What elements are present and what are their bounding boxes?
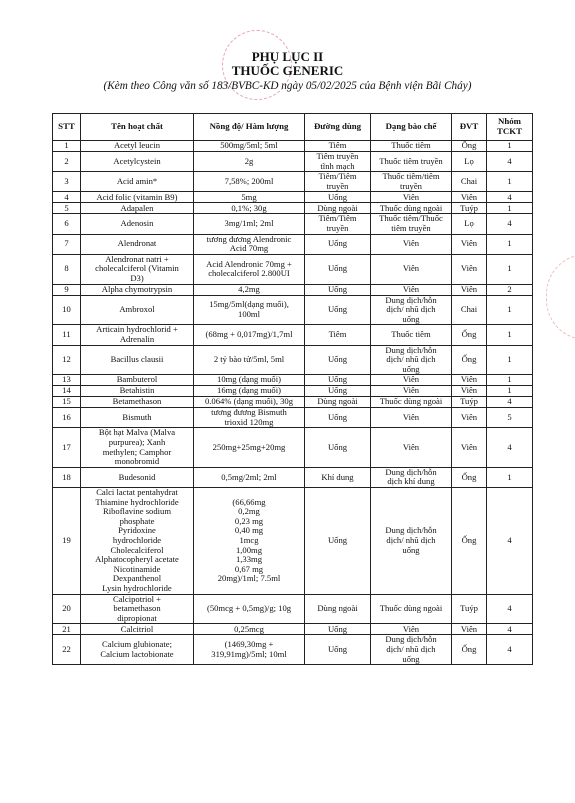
cell-unit: Viên — [452, 254, 487, 284]
column-header-unit: ĐVT — [452, 114, 487, 141]
cell-stt: 6 — [53, 214, 81, 234]
cell-group: 4 — [487, 152, 533, 172]
cell-group: 1 — [487, 141, 533, 152]
cell-route: Tiêm/Tiêm truyền — [305, 172, 371, 192]
cell-name: Bacillus clausii — [81, 345, 194, 375]
cell-group: 4 — [487, 635, 533, 665]
table-row — [53, 172, 533, 192]
cell-name: Acetylcystein — [81, 152, 194, 172]
cell-stt: 14 — [53, 386, 81, 397]
cell-form: Viên — [371, 234, 452, 254]
table-row — [53, 594, 533, 624]
table-row — [53, 345, 533, 375]
cell-name: Calcium glubionate; Calcium lactobionate — [81, 635, 194, 665]
cell-dose: 0.064% (dạng muối), 30g — [194, 397, 305, 408]
cell-group: 2 — [487, 284, 533, 295]
cell-route: Tiêm — [305, 325, 371, 345]
cell-form: Viên — [371, 375, 452, 386]
cell-unit: Viên — [452, 375, 487, 386]
cell-unit: Chai — [452, 295, 487, 325]
cell-group: 1 — [487, 386, 533, 397]
table-row — [53, 234, 533, 254]
cell-name: Betahistin — [81, 386, 194, 397]
cell-route: Uống — [305, 386, 371, 397]
cell-group: 1 — [487, 254, 533, 284]
cell-dose: tương đương Bismuth trioxid 120mg — [194, 408, 305, 428]
cell-dose: 500mg/5ml; 5ml — [194, 141, 305, 152]
cell-group: 4 — [487, 192, 533, 203]
cell-name: Betamethason — [81, 397, 194, 408]
table-row — [53, 467, 533, 487]
cell-stt: 5 — [53, 203, 81, 214]
cell-unit: Ống — [452, 325, 487, 345]
cell-stt: 22 — [53, 635, 81, 665]
cell-name: Acid folic (vitamin B9) — [81, 192, 194, 203]
cell-dose: 16mg (dạng muối) — [194, 386, 305, 397]
cell-stt: 19 — [53, 488, 81, 595]
cell-route: Tiêm — [305, 141, 371, 152]
cell-stt: 18 — [53, 467, 81, 487]
red-seal-stamp-edge — [546, 254, 575, 340]
cell-unit: Ống — [452, 141, 487, 152]
cell-name: Alendronat natri + cholecalciferol (Vitamin D3) — [81, 254, 194, 284]
table-row — [53, 408, 533, 428]
cell-dose: 0,25mcg — [194, 624, 305, 635]
cell-stt: 12 — [53, 345, 81, 375]
cell-route: Uống — [305, 345, 371, 375]
cell-unit: Viên — [452, 624, 487, 635]
cell-stt: 10 — [53, 295, 81, 325]
cell-unit: Ống — [452, 488, 487, 595]
cell-name: Calci lactat pentahydrat Thiamine hydrochloride Riboflavine sodium phosphate Pyridoxine hydrochloride Cholecalciferol Alphatocopheryl acetate Nicotinamide Dexpanthenol Lysin hydrochloride — [81, 488, 194, 595]
cell-dose: Acid Alendronic 70mg + cholecalciferol 2.800UI — [194, 254, 305, 284]
cell-group: 4 — [487, 624, 533, 635]
column-header-dose: Nồng độ/ Hàm lượng — [194, 114, 305, 141]
cell-dose: (1469,30mg + 319,91mg)/5ml; 10ml — [194, 635, 305, 665]
table-row — [53, 284, 533, 295]
cell-route: Uống — [305, 635, 371, 665]
cell-route: Khí dung — [305, 467, 371, 487]
cell-dose: tương đương Alendronic Acid 70mg — [194, 234, 305, 254]
column-header-form: Dạng bào chế — [371, 114, 452, 141]
document-title: THUỐC GENERIC — [231, 63, 344, 78]
cell-form: Viên — [371, 428, 452, 467]
cell-route: Uống — [305, 488, 371, 595]
column-header-route: Đường dùng — [305, 114, 371, 141]
cell-name: Bột hạt Malva (Malva purpurea); Xanh methylen; Camphor monobromid — [81, 428, 194, 467]
cell-unit: Viên — [452, 192, 487, 203]
cell-stt: 16 — [53, 408, 81, 428]
cell-route: Uống — [305, 284, 371, 295]
cell-route: Tiêm truyền tĩnh mạch — [305, 152, 371, 172]
cell-route: Uống — [305, 192, 371, 203]
cell-unit: Ống — [452, 345, 487, 375]
cell-unit: Ống — [452, 635, 487, 665]
cell-dose: 15mg/5ml(dạng muối), 100ml — [194, 295, 305, 325]
table-row — [53, 254, 533, 284]
cell-route: Uống — [305, 408, 371, 428]
cell-stt: 13 — [53, 375, 81, 386]
cell-name: Acetyl leucin — [81, 141, 194, 152]
cell-name: Ambroxol — [81, 295, 194, 325]
cell-form: Thuốc dùng ngoài — [371, 397, 452, 408]
cell-dose: 4,2mg — [194, 284, 305, 295]
table-row — [53, 375, 533, 386]
cell-stt: 3 — [53, 172, 81, 192]
table-row — [53, 203, 533, 214]
table-row — [53, 295, 533, 325]
document-header — [0, 50, 575, 93]
cell-dose: 10mg (dạng muối) — [194, 375, 305, 386]
cell-group: 1 — [487, 295, 533, 325]
cell-dose: 0,5mg/2ml; 2ml — [194, 467, 305, 487]
cell-stt: 2 — [53, 152, 81, 172]
column-header-stt: STT — [53, 114, 81, 141]
cell-name: Bambuterol — [81, 375, 194, 386]
cell-form: Viên — [371, 408, 452, 428]
cell-dose: 250mg+25mg+20mg — [194, 428, 305, 467]
cell-group: 4 — [487, 397, 533, 408]
cell-form: Viên — [371, 254, 452, 284]
cell-stt: 8 — [53, 254, 81, 284]
table-row — [53, 152, 533, 172]
cell-unit: Lọ — [452, 214, 487, 234]
cell-stt: 7 — [53, 234, 81, 254]
cell-dose: (66,66mg 0,2mg 0,23 mg 0,40 mg 1mcg 1,00mg 1,33mg 0,67 mg 20mg)/1ml; 7.5ml — [194, 488, 305, 595]
cell-stt: 9 — [53, 284, 81, 295]
cell-group: 5 — [487, 408, 533, 428]
table-row — [53, 192, 533, 203]
cell-stt: 11 — [53, 325, 81, 345]
cell-name: Adenosin — [81, 214, 194, 234]
table-header-row — [53, 114, 533, 141]
cell-name: Alendronat — [81, 234, 194, 254]
cell-unit: Chai — [452, 172, 487, 192]
cell-form: Viên — [371, 624, 452, 635]
cell-form: Thuốc tiêm — [371, 141, 452, 152]
cell-group: 4 — [487, 214, 533, 234]
cell-unit: Viên — [452, 234, 487, 254]
cell-form: Thuốc tiêm — [371, 325, 452, 345]
cell-unit: Lọ — [452, 152, 487, 172]
cell-group: 1 — [487, 203, 533, 214]
table-row — [53, 428, 533, 467]
cell-unit: Viên — [452, 284, 487, 295]
cell-group: 1 — [487, 467, 533, 487]
cell-form: Dung dịch/hỗn dịch khí dung — [371, 467, 452, 487]
cell-stt: 4 — [53, 192, 81, 203]
cell-dose: 0,1%; 30g — [194, 203, 305, 214]
appendix-title: PHỤ LỤC II — [251, 49, 324, 64]
cell-route: Uống — [305, 375, 371, 386]
cell-route: Uống — [305, 624, 371, 635]
cell-form: Dung dịch/hỗn dịch/ nhũ dịch uống — [371, 295, 452, 325]
cell-unit: Viên — [452, 386, 487, 397]
cell-unit: Viên — [452, 408, 487, 428]
cell-stt: 21 — [53, 624, 81, 635]
cell-route: Dùng ngoài — [305, 594, 371, 624]
cell-dose: 3mg/1ml; 2ml — [194, 214, 305, 234]
generic-drugs-table — [52, 113, 533, 665]
cell-name: Bismuth — [81, 408, 194, 428]
column-header-group: Nhóm TCKT — [487, 114, 533, 141]
cell-stt: 1 — [53, 141, 81, 152]
cell-stt: 20 — [53, 594, 81, 624]
cell-dose: (68mg + 0,017mg)/1,7ml — [194, 325, 305, 345]
cell-route: Dùng ngoài — [305, 397, 371, 408]
cell-route: Uống — [305, 254, 371, 284]
cell-name: Budesonid — [81, 467, 194, 487]
cell-name: Adapalen — [81, 203, 194, 214]
cell-route: Uống — [305, 234, 371, 254]
table-row — [53, 635, 533, 665]
cell-form: Thuốc tiêm/Thuốc tiêm truyền — [371, 214, 452, 234]
column-header-name: Tên hoạt chất — [81, 114, 194, 141]
cell-route: Uống — [305, 295, 371, 325]
cell-dose: (50mcg + 0,5mg)/g; 10g — [194, 594, 305, 624]
cell-form: Thuốc tiêm truyền — [371, 152, 452, 172]
cell-unit: Ống — [452, 467, 487, 487]
document-subtitle: (Kèm theo Công văn số 183/BVBC-KD ngày 05/02/2025 của Bệnh viện Bãi Cháy) — [103, 80, 472, 92]
cell-form: Viên — [371, 386, 452, 397]
cell-group: 1 — [487, 325, 533, 345]
cell-dose: 5mg — [194, 192, 305, 203]
cell-unit: Viên — [452, 428, 487, 467]
table-row — [53, 397, 533, 408]
table-row — [53, 325, 533, 345]
cell-unit: Tuýp — [452, 397, 487, 408]
cell-form: Dung dịch/hỗn dịch/ nhũ dịch uống — [371, 635, 452, 665]
cell-group: 1 — [487, 234, 533, 254]
table-row — [53, 141, 533, 152]
cell-name: Acid amin* — [81, 172, 194, 192]
cell-route: Dùng ngoài — [305, 203, 371, 214]
cell-dose: 7,58%; 200ml — [194, 172, 305, 192]
cell-group: 1 — [487, 345, 533, 375]
cell-form: Viên — [371, 284, 452, 295]
cell-unit: Tuýp — [452, 594, 487, 624]
cell-form: Dung dịch/hỗn dịch/ nhũ dịch uống — [371, 488, 452, 595]
cell-form: Thuốc dùng ngoài — [371, 594, 452, 624]
cell-route: Tiêm/Tiêm truyền — [305, 214, 371, 234]
table-row — [53, 624, 533, 635]
cell-dose: 2g — [194, 152, 305, 172]
table-row — [53, 386, 533, 397]
cell-group: 1 — [487, 172, 533, 192]
cell-form: Viên — [371, 192, 452, 203]
cell-group: 4 — [487, 488, 533, 595]
table-row — [53, 488, 533, 595]
cell-name: Articain hydrochlorid + Adrenalin — [81, 325, 194, 345]
table-row — [53, 214, 533, 234]
cell-stt: 17 — [53, 428, 81, 467]
cell-form: Thuốc dùng ngoài — [371, 203, 452, 214]
cell-group: 1 — [487, 375, 533, 386]
cell-route: Uống — [305, 428, 371, 467]
cell-form: Thuốc tiêm/tiêm truyền — [371, 172, 452, 192]
cell-dose: 2 tỷ bào tử/5ml, 5ml — [194, 345, 305, 375]
cell-group: 4 — [487, 428, 533, 467]
cell-name: Calcitriol — [81, 624, 194, 635]
cell-name: Calcipotriol + betamethason dipropionat — [81, 594, 194, 624]
cell-unit: Tuýp — [452, 203, 487, 214]
cell-form: Dung dịch/hỗn dịch/ nhũ dịch uống — [371, 345, 452, 375]
cell-stt: 15 — [53, 397, 81, 408]
cell-name: Alpha chymotrypsin — [81, 284, 194, 295]
cell-group: 4 — [487, 594, 533, 624]
